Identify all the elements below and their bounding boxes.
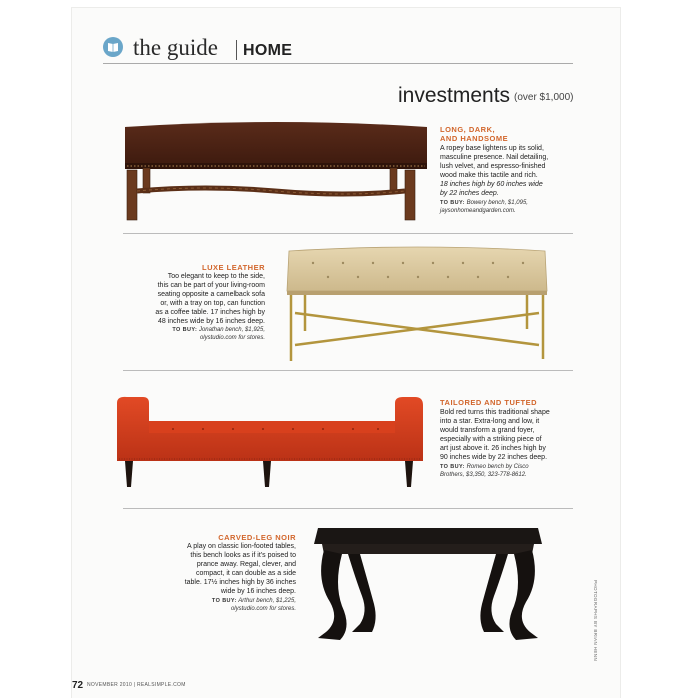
item3-body: Bold red turns this traditional shape into a star. Extra-long and low, it would transform a grand foyer, especially with a striking piece of art just above it. 26 inches high by 90 inches wide by 22 inches deep. <box>440 409 550 461</box>
item2-buy: TO BUY: Jonathan bench, $1,925, olystudio.com for stores. <box>172 327 265 341</box>
page-title: investments <box>398 84 511 107</box>
footer-text: NOVEMBER 2010 | REALSIMPLE.COM <box>87 682 186 688</box>
item3-heading: TAILORED AND TUFTED <box>440 398 537 407</box>
item2-heading: LUXE LEATHER <box>202 263 265 272</box>
item4-heading: CARVED-LEG NOIR <box>218 533 296 542</box>
item1-body: A ropey base lightens up its solid, masculine presence. Nail detailing, lush velvet, and espresso-finished wood make this tactile and rich. 18 inches high by 60 inches wide by 22 inches deep. <box>440 145 549 197</box>
header-divider <box>236 40 237 60</box>
page-subtitle: (over $1,000) <box>514 92 574 103</box>
divider-2 <box>123 370 573 371</box>
leather-bench-image <box>283 243 553 365</box>
book-icon <box>103 37 123 57</box>
section-title: the guide <box>133 35 218 60</box>
divider-3 <box>123 508 573 509</box>
item2-body: Too elegant to keep to the side, this can be part of your living-room seating opposite a camelback sofa or, with a tray on top, can function as a coffee table. 17 inches high by 48 inches wide by 16 inches deep. <box>155 273 265 325</box>
item4-buy: TO BUY: Arthur bench, $1,225, olystudio.com for stores. <box>211 598 296 612</box>
carved-bench-image <box>312 520 544 646</box>
page-number: 72 <box>72 680 84 691</box>
category-title: HOME <box>243 42 293 59</box>
photo-credit: PHOTOGRAPHS BY BRIAN HENN <box>593 580 598 662</box>
velvet-bench-image <box>115 115 435 227</box>
item1-buy: TO BUY: Bowery bench, $1,095, jaysonhomeandgarden.com. <box>440 200 528 214</box>
divider-1 <box>123 233 573 234</box>
red-bench-image <box>113 393 429 493</box>
item4-body: A play on classic lion-footed tables, this bench looks as if it's poised to prance away. Regal, clever, and compact, it can double as a side table. 17½ inches high by 36 inches wide by 16 inches deep. <box>184 543 296 595</box>
header-rule <box>103 63 573 64</box>
item1-heading: LONG, DARK, AND HANDSOME <box>440 125 509 143</box>
item3-buy: TO BUY: Romeo bench by Cisco Brothers, $3,350, 323-778-8612. <box>440 464 529 478</box>
